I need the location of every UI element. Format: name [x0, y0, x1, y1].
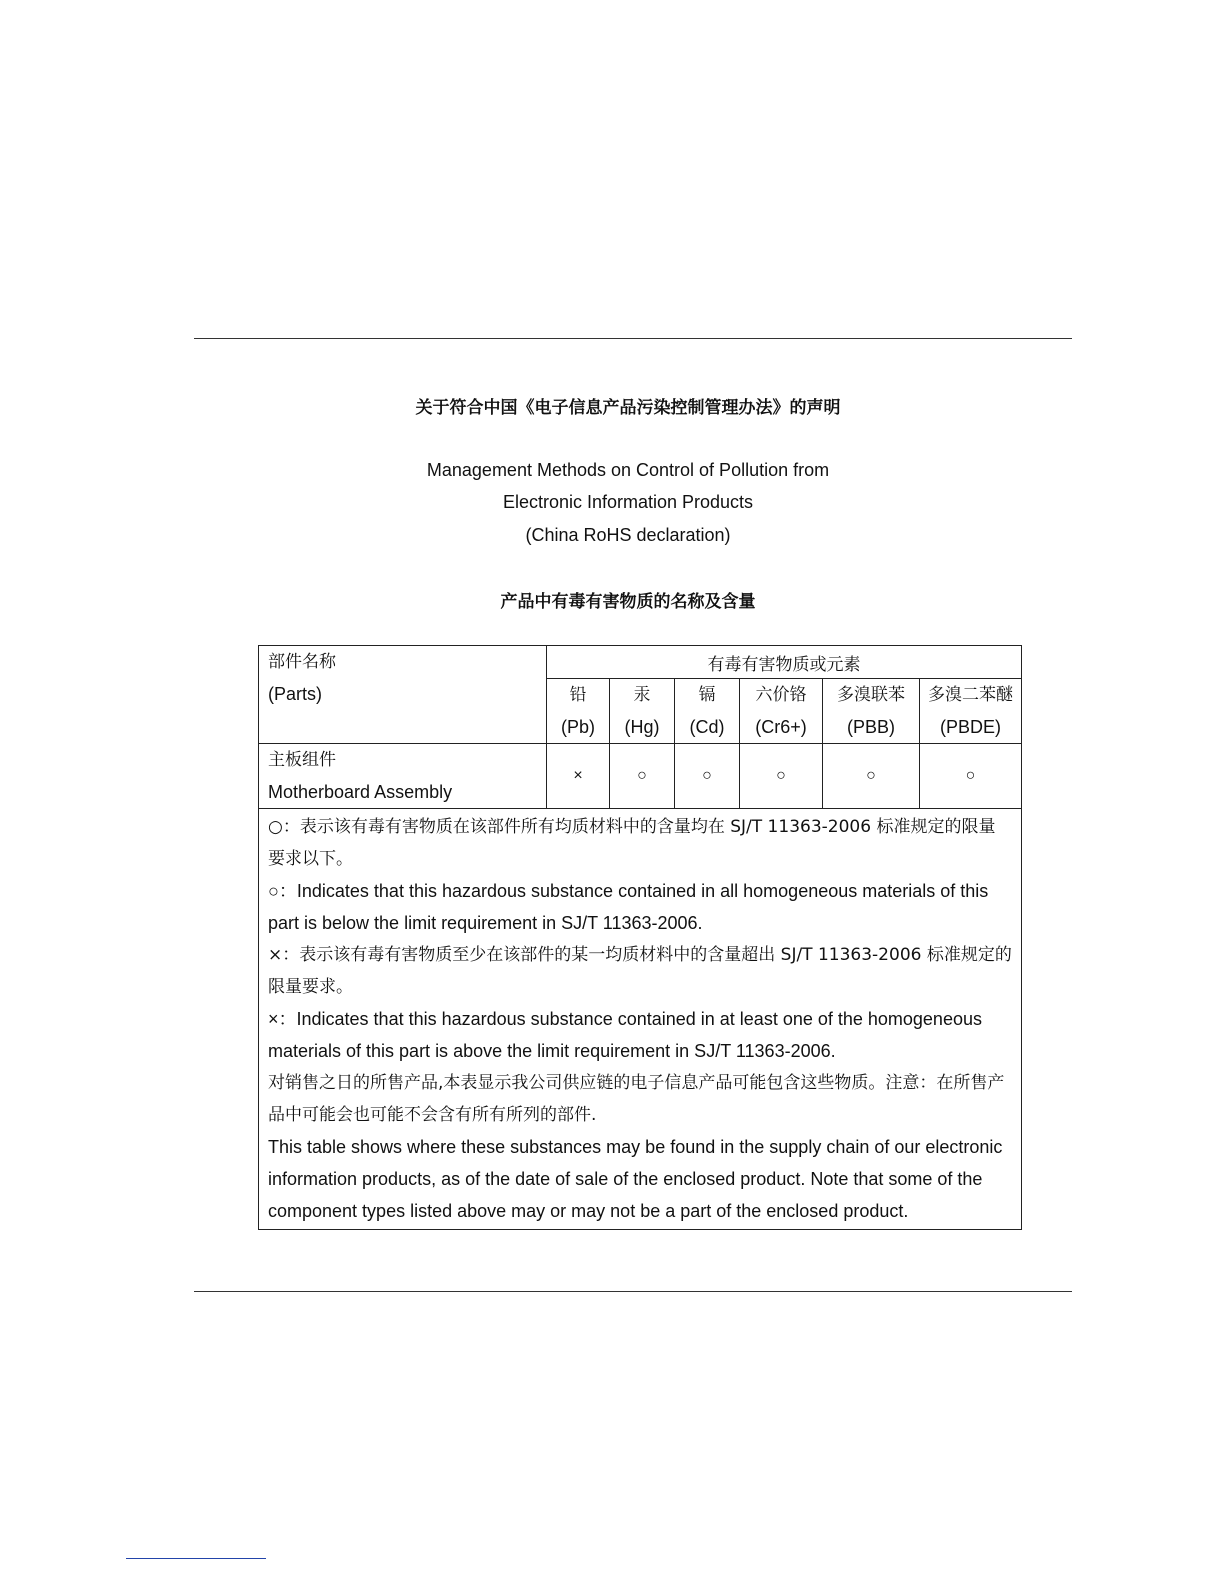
mark-pb: ×	[547, 744, 610, 809]
hazardous-substances-table	[258, 645, 1022, 1230]
mark-pbb: ○	[823, 744, 920, 809]
substance-symbol: (PBDE)	[939, 717, 1001, 737]
note-supply-chain-cn: 对销售之日的所售产品,本表显示我公司供应链的电子信息产品可能包含这些物质。注意：在所售产品中可能会也可能不会含有所有所列的部件.	[268, 1073, 1005, 1125]
bottom-divider	[194, 1291, 1072, 1292]
parts-header-en: (Parts)	[268, 684, 322, 704]
parts-header-cell	[259, 646, 547, 744]
table-title-cn: 产品中有毒有害物质的名称及含量	[500, 592, 756, 612]
substance-header-hg	[610, 679, 675, 744]
note-cross-cn: ×：表示该有毒有害物质至少在该部件的某一均质材料中的含量超出 SJ/T 11363-2006 标准规定的限量要求。	[268, 945, 1012, 997]
substances-header: 有毒有害物质或元素	[547, 646, 1022, 679]
table-row	[259, 744, 1022, 809]
substance-name-cn: 多溴二苯醚	[928, 685, 1013, 705]
mark-pbde: ○	[920, 744, 1022, 809]
mark-hg: ○	[610, 744, 675, 809]
substance-header-pbb	[823, 679, 920, 744]
notes-cell	[259, 809, 1022, 1230]
part-name-cn: 主板组件	[268, 750, 336, 770]
substance-name-cn: 多溴联苯	[837, 685, 905, 705]
mark-cd: ○	[675, 744, 740, 809]
parts-header-cn: 部件名称	[268, 652, 336, 672]
note-circle-en: ○：Indicates that this hazardous substance contained in all homogeneous materials of this part is below the limit requirement in SJ/T 11363-2006.	[268, 881, 989, 933]
part-name-cell	[259, 744, 547, 809]
top-divider	[194, 338, 1072, 339]
declaration-title-cn: 关于符合中国《电子信息产品污染控制管理办法》的声明	[415, 398, 841, 418]
note-circle-cn: ○：表示该有毒有害物质在该部件所有均质材料中的含量均在 SJ/T 11363-2006 标准规定的限量要求以下。	[268, 817, 996, 869]
substance-name-cn: 六价铬	[755, 685, 807, 705]
substance-name-cn: 镉	[698, 685, 716, 705]
footnote-divider	[126, 1558, 266, 1559]
substance-symbol: (Cd)	[689, 717, 725, 737]
declaration-title-en-line-1: Management Methods on Control of Pollution from	[426, 460, 830, 480]
declaration-title-en-line-2: Electronic Information Products	[502, 492, 754, 512]
substance-symbol: (PBB)	[846, 717, 895, 737]
substance-symbol: (Cr6+)	[755, 717, 807, 737]
note-cross-en: ×：Indicates that this hazardous substance contained in at least one of the homogeneous materials of this part is above the limit requirement in SJ/T 11363-2006.	[268, 1009, 982, 1061]
mark-cr6: ○	[740, 744, 823, 809]
substance-header-cr6	[740, 679, 823, 744]
substance-name-cn: 铅	[569, 685, 587, 705]
substance-header-cd	[675, 679, 740, 744]
declaration-title-en-line-3: (China RoHS declaration)	[525, 525, 731, 545]
substance-header-pbde	[920, 679, 1022, 744]
note-supply-chain-en: This table shows where these substances may be found in the supply chain of our electronic information products, as of the date of sale of the enclosed product. Note that some of the component types listed above may or may not be a part of the enclosed product.	[268, 1137, 1003, 1221]
substance-symbol: (Hg)	[624, 717, 660, 737]
substance-symbol: (Pb)	[560, 717, 595, 737]
notes-row	[259, 809, 1022, 1230]
part-name-en: Motherboard Assembly	[268, 782, 453, 802]
substance-header-pb	[547, 679, 610, 744]
substance-name-cn: 汞	[633, 685, 651, 705]
table-header-row	[259, 646, 1022, 679]
